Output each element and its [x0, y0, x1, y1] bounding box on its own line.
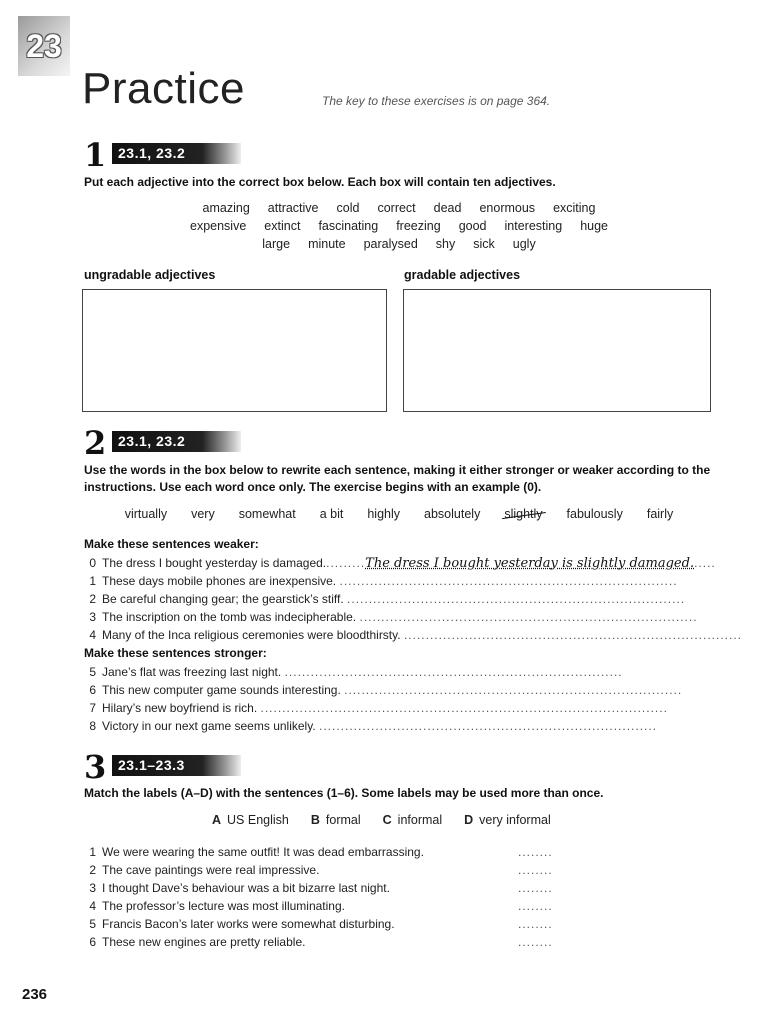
- crossed-out-word: slightly: [504, 507, 543, 521]
- ungradable-box-label: ungradable adjectives: [84, 268, 216, 282]
- label-letter: C: [382, 813, 392, 827]
- word: sick: [473, 237, 495, 251]
- match-item[interactable]: [84, 915, 554, 933]
- item-number: 7: [89, 701, 96, 715]
- answer-blank[interactable]: ........: [518, 863, 553, 877]
- gradable-box-label: gradable adjectives: [404, 268, 521, 282]
- exercise-item[interactable]: 6 This new computer game sounds interesting. ..............................................................................: [84, 681, 709, 699]
- item-number: 4: [89, 628, 96, 642]
- adjective-word-list: [84, 201, 714, 255]
- word-row: [84, 507, 714, 521]
- word: paralysed: [363, 237, 418, 251]
- word: interesting: [504, 219, 563, 233]
- answer-blank[interactable]: ........: [518, 881, 553, 895]
- exercise-item[interactable]: 4 Many of the Inca religious ceremonies were bloodthirsty. ..............................................................................: [84, 626, 709, 644]
- example-answer: The dress I bought yesterday is slightly damaged.: [365, 556, 695, 571]
- exercise-2-stronger-items: [84, 663, 709, 735]
- word: somewhat: [238, 507, 296, 521]
- exercise-reference-tag: 23.1–23.3: [112, 755, 241, 776]
- word: virtually: [124, 507, 168, 521]
- item-sentence: The professor’s lecture was most illuminating.: [102, 899, 345, 913]
- word: freezing: [396, 219, 441, 233]
- item-number: 8: [89, 719, 96, 733]
- item-number: 2: [89, 592, 96, 606]
- exercise-number: 2: [84, 424, 107, 462]
- item-sentence: Hilary’s new boyfriend is rich.: [102, 701, 258, 715]
- exercise-item[interactable]: 3 The inscription on the tomb was indecipherable. ..............................................................................: [84, 608, 709, 626]
- exercise-1-heading: [84, 136, 284, 174]
- exercise-3-instruction: Match the labels (A–D) with the sentences (1–6). Some labels may be used more than once.: [84, 786, 604, 800]
- item-number: 1: [89, 845, 96, 859]
- item-sentence: These days mobile phones are inexpensive.: [102, 574, 337, 588]
- item-number: 6: [89, 683, 96, 697]
- answer-blank[interactable]: ........: [518, 899, 553, 913]
- exercise-2-items: [84, 554, 742, 644]
- word-row: [84, 201, 714, 219]
- word: enormous: [479, 201, 536, 215]
- item-sentence: Francis Bacon’s later works were somewhat disturbing.: [102, 917, 395, 931]
- word: fairly: [646, 507, 674, 521]
- word: extinct: [264, 219, 301, 233]
- item-sentence: The dress I bought yesterday is damaged.: [102, 556, 327, 570]
- ungradable-answer-box[interactable]: [82, 289, 387, 412]
- word: ugly: [512, 237, 536, 251]
- match-item[interactable]: [84, 879, 554, 897]
- item-number: 2: [89, 863, 96, 877]
- label-option: [464, 813, 551, 827]
- word-row: [84, 219, 714, 237]
- item-sentence: We were wearing the same outfit! It was dead embarrassing.: [102, 845, 424, 859]
- item-number: 0: [89, 556, 96, 570]
- item-sentence: The inscription on the tomb was indecipherable.: [102, 610, 357, 624]
- item-sentence: This new computer game sounds interesting.: [102, 683, 341, 697]
- item-sentence: Many of the Inca religious ceremonies were bloodthirsty.: [102, 628, 401, 642]
- label-letter: D: [464, 813, 474, 827]
- word: a bit: [319, 507, 344, 521]
- intensifier-word-box: [84, 507, 714, 521]
- exercise-2-instruction: Use the words in the box below to rewrite each sentence, making it either stronger or weaker according to the instructions. Use each word once only. The exercise begins with an example (0).: [84, 463, 711, 494]
- label-text: US English: [227, 813, 289, 827]
- word: large: [262, 237, 291, 251]
- label-letter: B: [310, 813, 320, 827]
- exercise-item[interactable]: 5 Jane’s flat was freezing last night. ..............................................................................: [84, 663, 709, 681]
- word: amazing: [202, 201, 250, 215]
- item-number: 3: [89, 610, 96, 624]
- item-sentence: Victory in our next game seems unlikely.: [102, 719, 316, 733]
- exercise-number: 3: [84, 748, 107, 786]
- label-text: informal: [397, 813, 443, 827]
- item-sentence: I thought Dave’s behaviour was a bit bizarre last night.: [102, 881, 390, 895]
- exercise-2-heading: [84, 424, 284, 462]
- item-sentence: Be careful changing gear; the gearstick’s stiff.: [102, 592, 344, 606]
- exercise-item[interactable]: 1 These days mobile phones are inexpensive. ..............................................................................: [84, 572, 709, 590]
- word: minute: [308, 237, 346, 251]
- item-sentence: The cave paintings were real impressive.: [102, 863, 320, 877]
- word: huge: [580, 219, 608, 233]
- label-text: formal: [325, 813, 361, 827]
- exercise-item[interactable]: 2 Be careful changing gear; the gearstick’s stiff. ..............................................................................: [84, 590, 709, 608]
- answer-blank[interactable]: ........: [518, 935, 553, 949]
- exercise-3-items: [84, 843, 554, 951]
- item-number: 4: [89, 899, 96, 913]
- item-number: 5: [89, 917, 96, 931]
- match-item[interactable]: [84, 897, 554, 915]
- unit-number-badge: [18, 16, 70, 76]
- label-option: [212, 813, 289, 827]
- match-item[interactable]: [84, 843, 554, 861]
- answer-blank[interactable]: ........: [518, 845, 553, 859]
- page-title: Practice: [82, 64, 245, 113]
- match-item[interactable]: [84, 933, 554, 951]
- item-number: 6: [89, 935, 96, 949]
- answer-key-note: The key to these exercises is on page 364.: [322, 94, 551, 108]
- label-option: [311, 813, 361, 827]
- word: expensive: [190, 219, 247, 233]
- match-item[interactable]: [84, 861, 554, 879]
- label-letter: A: [212, 813, 222, 827]
- exercise-reference-tag: 23.1, 23.2: [112, 143, 241, 164]
- exercise-item[interactable]: 7 Hilary’s new boyfriend is rich. ..............................................................................................: [84, 699, 709, 717]
- page-number: 236: [22, 986, 48, 1003]
- unit-number: 23: [26, 27, 62, 64]
- exercise-number: 1: [84, 136, 107, 174]
- item-number: 5: [89, 665, 96, 679]
- word: highly: [367, 507, 401, 521]
- label-options: [212, 813, 551, 827]
- label-option: [383, 813, 443, 827]
- word: fascinating: [318, 219, 379, 233]
- gradable-answer-box[interactable]: [403, 289, 711, 412]
- word: cold: [336, 201, 360, 215]
- exercise-3-heading: [84, 748, 284, 786]
- item-number: 1: [89, 574, 96, 588]
- word: fabulously: [566, 507, 623, 521]
- weaker-section-label: Make these sentences weaker:: [84, 537, 259, 551]
- label-text: very informal: [479, 813, 551, 827]
- word: very: [191, 507, 215, 521]
- item-number: 3: [89, 881, 96, 895]
- word: good: [458, 219, 487, 233]
- word: correct: [377, 201, 416, 215]
- item-sentence: These new engines are pretty reliable.: [102, 935, 306, 949]
- word: dead: [433, 201, 462, 215]
- example-item: 0 The dress I bought yesterday is damaged..........The dress I bought yesterday is slightly damaged......: [84, 554, 709, 572]
- answer-blank[interactable]: ........: [518, 917, 553, 931]
- word: absolutely: [424, 507, 481, 521]
- stronger-section-label: Make these sentences stronger:: [84, 646, 267, 660]
- exercise-reference-tag: 23.1, 23.2: [112, 431, 241, 452]
- exercise-item[interactable]: 8 Victory in our next game seems unlikely. ..............................................................................: [84, 717, 709, 735]
- item-sentence: Jane’s flat was freezing last night.: [102, 665, 282, 679]
- exercise-1-instruction: Put each adjective into the correct box below. Each box will contain ten adjectives.: [84, 175, 556, 189]
- word: attractive: [267, 201, 319, 215]
- word: exciting: [553, 201, 596, 215]
- word: shy: [435, 237, 456, 251]
- word-row: [84, 237, 714, 255]
